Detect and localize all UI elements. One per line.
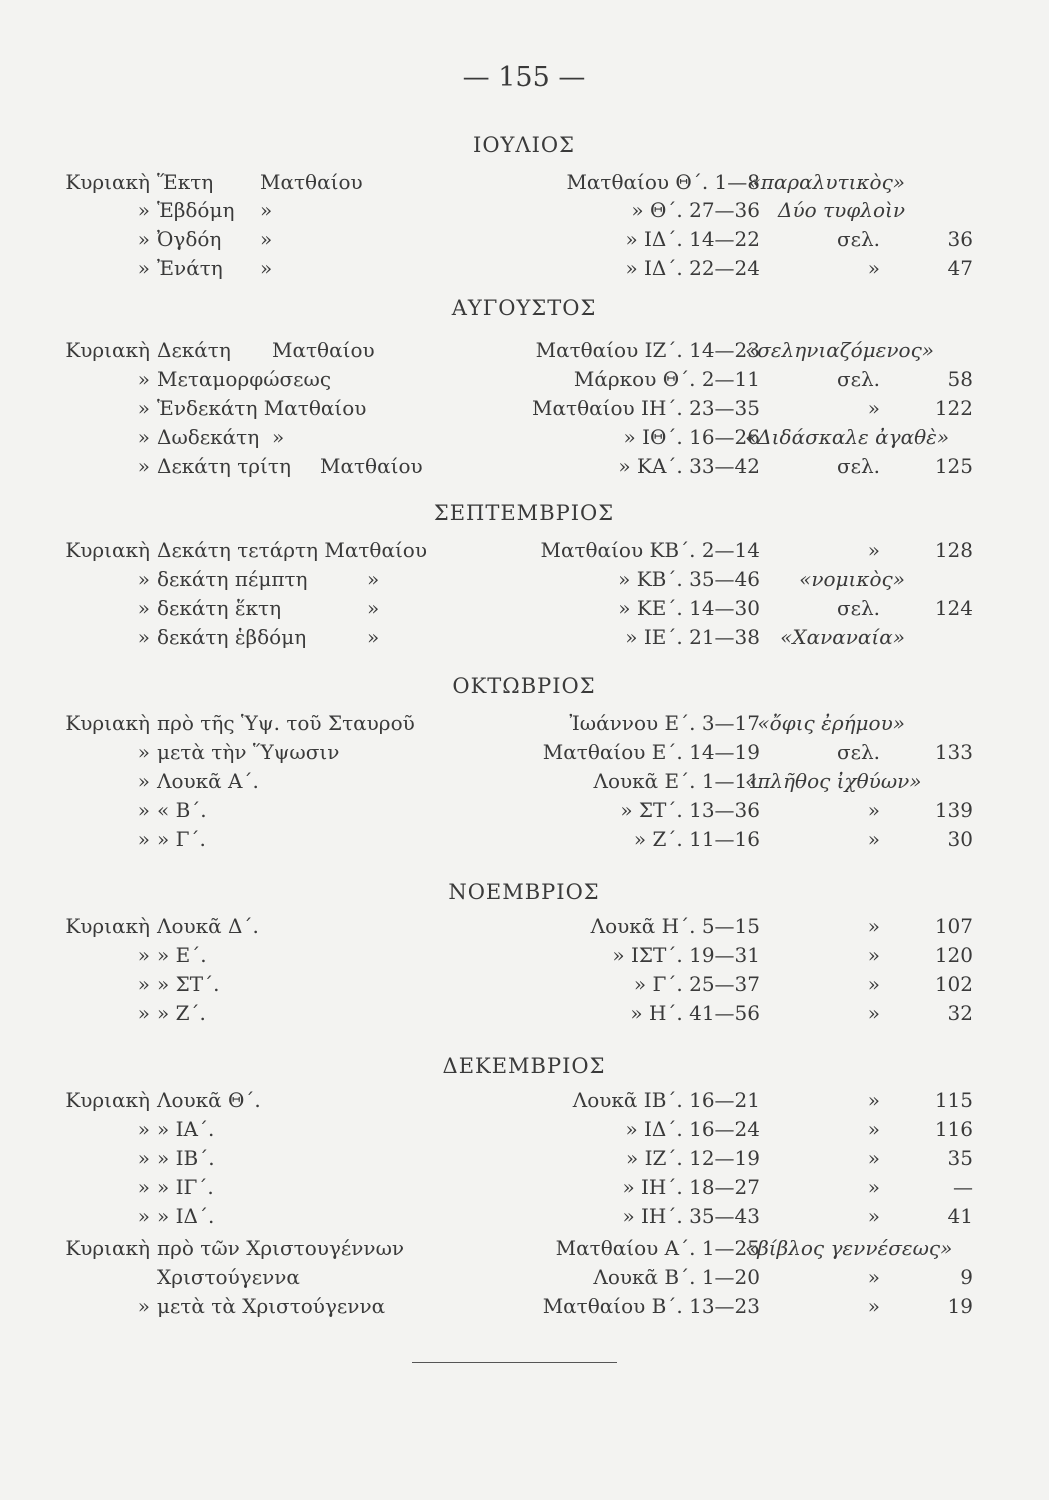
sunday-name: » Ζ΄. <box>157 1001 206 1025</box>
page-number: — 155 — <box>462 62 586 93</box>
evangelist-ditto: » <box>367 625 380 649</box>
sunday-name: » Γ΄. <box>157 827 206 851</box>
sunday-name: Δεκάτη τετάρτη Ματθαίου <box>157 538 428 562</box>
sunday-label: Κυριακὴ <box>65 170 150 194</box>
reading-ref: Ματθαίου Ε΄. 14—19 <box>542 740 760 764</box>
sunday-label: Κυριακὴ <box>65 338 150 362</box>
evangelist-ditto: » <box>272 425 285 449</box>
theme-note: » <box>867 1175 880 1199</box>
reading-ref: Λουκᾶ Ε΄. 1—11 <box>593 769 760 793</box>
sunday-name: » ΙΓ΄. <box>157 1175 214 1199</box>
page-ref: 32 <box>947 1001 973 1025</box>
sunday-label: » <box>137 769 150 793</box>
month-heading: ΣΕΠΤΕΜΒΡΙΟΣ <box>433 501 615 525</box>
sunday-label: » <box>137 256 150 280</box>
theme-note: σελ. <box>836 454 880 478</box>
sunday-name: Μεταμορφώσεως <box>157 367 332 391</box>
sunday-name: δεκάτη ἕκτη <box>157 596 282 620</box>
reading-ref: Ματθαίου Θ΄. 1—8 <box>566 170 760 194</box>
reading-ref: » ΙΗ΄. 18—27 <box>622 1175 760 1199</box>
page-ref: 107 <box>934 914 973 938</box>
theme-note: » <box>867 1001 880 1025</box>
sunday-label: » <box>137 1204 150 1228</box>
sunday-name: Δεκάτη <box>157 338 231 362</box>
sunday-name: » ΣΤ΄. <box>157 972 220 996</box>
theme-note: «βίβλος γεννέσεως» <box>745 1236 953 1260</box>
page-ref: 102 <box>934 972 973 996</box>
page-ref: 115 <box>934 1088 973 1112</box>
theme-note: » <box>867 798 880 822</box>
sunday-name: » ΙΒ΄. <box>157 1146 215 1170</box>
sunday-name: » Ε΄. <box>157 943 207 967</box>
theme-note: Δύο τυφλοὶν <box>778 198 905 222</box>
sunday-label: » <box>137 827 150 851</box>
sunday-label: » <box>137 367 150 391</box>
page-ref: — <box>953 1175 973 1199</box>
evangelist-ditto: » <box>367 567 380 591</box>
sunday-label: Κυριακὴ <box>65 538 150 562</box>
reading-ref: » Γ΄. 25—37 <box>633 972 760 996</box>
theme-note: » <box>867 1088 880 1112</box>
theme-note: «πλῆθος ἰχθύων» <box>745 769 922 793</box>
sunday-label: » <box>137 1146 150 1170</box>
page-ref: 58 <box>947 367 973 391</box>
page-ref: 47 <box>947 256 973 280</box>
reading-ref: » ΚΒ΄. 35—46 <box>618 567 760 591</box>
theme-note: «Χαναναία» <box>780 625 905 649</box>
theme-note: » <box>867 538 880 562</box>
reading-ref: » Η΄. 41—56 <box>630 1001 760 1025</box>
sunday-label: Κυριακὴ <box>65 1088 150 1112</box>
theme-note: «σεληνιαζόμενος» <box>745 338 935 362</box>
sunday-label: » <box>137 396 150 420</box>
theme-note: » <box>867 1204 880 1228</box>
sunday-name: Δεκάτη τρίτη <box>157 454 291 478</box>
evangelist-ditto: » <box>260 227 273 251</box>
evangelist-ditto: Ματθαίου <box>260 170 363 194</box>
sunday-name: μετὰ τὴν Ὕψωσιν <box>157 740 340 764</box>
sunday-name: μετὰ τὰ Χριστούγεννα <box>157 1294 386 1318</box>
sunday-name: πρὸ τῆς Ὑψ. τοῦ Σταυροῦ <box>157 711 415 735</box>
theme-note: » <box>867 914 880 938</box>
evangelist-ditto: Ματθαίου <box>320 454 423 478</box>
reading-ref: Ματθαίου ΙΗ΄. 23—35 <box>532 396 760 420</box>
reading-ref: Μάρκου Θ΄. 2—11 <box>573 367 760 391</box>
page-ref: 139 <box>934 798 973 822</box>
sunday-label: » <box>137 1001 150 1025</box>
page-ref: 116 <box>934 1117 973 1141</box>
theme-note: » <box>867 396 880 420</box>
sunday-label: » <box>137 943 150 967</box>
theme-note: «Διδάσκαλε ἀγαθὲ» <box>745 425 950 449</box>
evangelist-ditto: Ματθαίου <box>272 338 375 362</box>
sunday-name: Ὀγδόη <box>157 227 222 251</box>
theme-note: » <box>867 256 880 280</box>
reading-ref: Λουκᾶ Β΄. 1—20 <box>593 1265 760 1289</box>
evangelist-ditto: » <box>260 198 273 222</box>
reading-ref: » Θ΄. 27—36 <box>631 198 760 222</box>
sunday-label: » <box>137 425 150 449</box>
theme-note: » <box>867 972 880 996</box>
month-heading: ΙΟΥΛΙΟΣ <box>473 133 575 157</box>
reading-ref: Λουκᾶ Η΄. 5—15 <box>590 914 760 938</box>
theme-note: «παραλυτικὸς» <box>748 170 905 194</box>
page-ref: 124 <box>934 596 973 620</box>
page-ref: 120 <box>934 943 973 967</box>
month-heading: ΑΥΓΟΥΣΤΟΣ <box>451 296 597 320</box>
evangelist-ditto: » <box>367 596 380 620</box>
theme-note: «ὄφις ἐρήμου» <box>757 711 905 735</box>
reading-ref: Ματθαίου ΙΖ΄. 14—23 <box>535 338 760 362</box>
sunday-label: » <box>137 1117 150 1141</box>
sunday-label: » <box>137 227 150 251</box>
reading-ref: » Ζ΄. 11—16 <box>633 827 760 851</box>
theme-note: » <box>867 1294 880 1318</box>
sunday-label: » <box>137 454 150 478</box>
sunday-label: » <box>137 625 150 649</box>
sunday-label: » <box>137 596 150 620</box>
theme-note: » <box>867 1265 880 1289</box>
sunday-name: Χριστούγεννα <box>157 1265 300 1289</box>
page-ref: 122 <box>934 396 973 420</box>
page-ref: 128 <box>934 538 973 562</box>
month-heading: ΝΟΕΜΒΡΙΟΣ <box>448 880 600 904</box>
reading-ref: » ΚΑ΄. 33—42 <box>618 454 760 478</box>
reading-ref: » ΚΕ΄. 14—30 <box>618 596 760 620</box>
page-ref: 9 <box>960 1265 973 1289</box>
theme-note: σελ. <box>836 596 880 620</box>
sunday-label: » <box>137 567 150 591</box>
sunday-label: Κυριακὴ <box>65 1236 150 1260</box>
reading-ref: » ΙΕ΄. 21—38 <box>625 625 760 649</box>
footer-rule <box>412 1362 617 1363</box>
page-ref: 30 <box>947 827 973 851</box>
sunday-label: Κυριακὴ <box>65 914 150 938</box>
sunday-name: » ΙΑ΄. <box>157 1117 215 1141</box>
reading-ref: Ἰωάννου Ε΄. 3—17 <box>569 711 760 735</box>
reading-ref: » ΙΔ΄. 14—22 <box>625 227 760 251</box>
sunday-label: » <box>137 198 150 222</box>
theme-note: «νομικὸς» <box>799 567 905 591</box>
sunday-label: » <box>137 740 150 764</box>
sunday-label: » <box>137 972 150 996</box>
page-ref: 41 <box>947 1204 973 1228</box>
sunday-label: Κυριακὴ <box>65 711 150 735</box>
sunday-name: Δωδεκάτη <box>157 425 260 449</box>
sunday-name: « Β΄. <box>157 798 207 822</box>
theme-note: » <box>867 1117 880 1141</box>
sunday-label: » <box>137 1294 150 1318</box>
page-ref: 133 <box>934 740 973 764</box>
reading-ref: Ματθαίου ΚΒ΄. 2—14 <box>540 538 760 562</box>
reading-ref: » ΙΔ΄. 16—24 <box>625 1117 760 1141</box>
sunday-name: Λουκᾶ Α΄. <box>157 769 259 793</box>
sunday-name: Ἑβδόμη <box>157 198 235 222</box>
sunday-name: Ἐνάτη <box>157 256 223 280</box>
evangelist-ditto: » <box>260 256 273 280</box>
reading-ref: Λουκᾶ ΙΒ΄. 16—21 <box>572 1088 760 1112</box>
sunday-label: » <box>137 798 150 822</box>
sunday-name: Ἑνδεκάτη Ματθαίου <box>157 396 367 420</box>
page-ref: 19 <box>947 1294 973 1318</box>
sunday-name: δεκάτη ἑβδόμη <box>157 625 307 649</box>
reading-ref: Ματθαίου Β΄. 13—23 <box>542 1294 760 1318</box>
page-ref: 125 <box>934 454 973 478</box>
reading-ref: » ΙΗ΄. 35—43 <box>622 1204 760 1228</box>
sunday-name: πρὸ τῶν Χριστουγέννων <box>157 1236 405 1260</box>
theme-note: » <box>867 943 880 967</box>
reading-ref: » ΣΤ΄. 13—36 <box>620 798 760 822</box>
sunday-name: Ἕκτη <box>157 170 214 194</box>
month-heading: ΟΚΤΩΒΡΙΟΣ <box>452 674 596 698</box>
page-ref: 35 <box>947 1146 973 1170</box>
sunday-name: Λουκᾶ Θ΄. <box>157 1088 261 1112</box>
reading-ref: » ΙΘ΄. 16—26 <box>623 425 760 449</box>
sunday-label: » <box>137 1175 150 1199</box>
sunday-name: Λουκᾶ Δ΄. <box>157 914 259 938</box>
reading-ref: » ΙΣΤ΄. 19—31 <box>612 943 760 967</box>
month-heading: ΔΕΚΕΜΒΡΙΟΣ <box>442 1054 606 1078</box>
reading-ref: » ΙΖ΄. 12—19 <box>625 1146 760 1170</box>
sunday-name: » ΙΔ΄. <box>157 1204 215 1228</box>
reading-ref: Ματθαίου Α΄. 1—25 <box>555 1236 760 1260</box>
theme-note: » <box>867 827 880 851</box>
page-ref: 36 <box>947 227 973 251</box>
theme-note: σελ. <box>836 227 880 251</box>
sunday-name: δεκάτη πέμπτη <box>157 567 308 591</box>
reading-ref: » ΙΔ΄. 22—24 <box>625 256 760 280</box>
theme-note: » <box>867 1146 880 1170</box>
theme-note: σελ. <box>836 740 880 764</box>
theme-note: σελ. <box>836 367 880 391</box>
